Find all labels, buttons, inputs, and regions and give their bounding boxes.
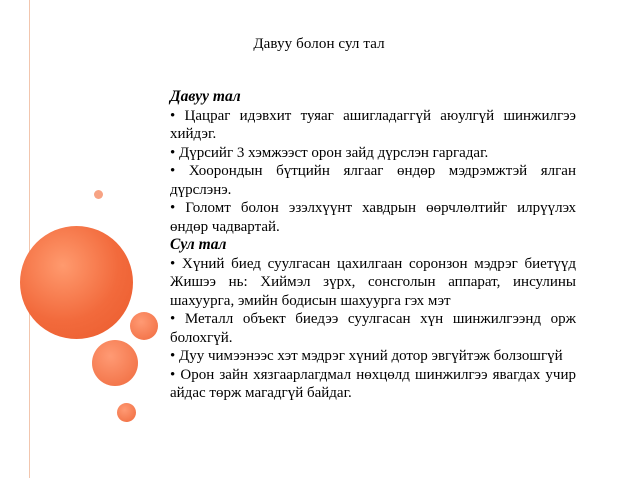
small-orange-circle-decoration <box>130 312 158 340</box>
disadvantage-item: • Хүний биед суулгасан цахилгаан соронзон мэдрэг биетүүд Жишээ нь: Хиймэл зүрх, сонсголын аппарат, инсулины шахуурга, эмийн бодисын шахуурга гэх мэт <box>170 255 576 309</box>
medium-orange-circle-decoration <box>92 340 138 386</box>
slide-title: Давуу болон сул тал <box>253 36 385 52</box>
slide-body <box>170 88 576 403</box>
dot-decoration <box>94 190 103 199</box>
disadvantages-heading: Сул тал <box>170 236 227 253</box>
disadvantage-item: • Металл объект биедээ суулгасан хүн шинжилгээнд орж болохгүй. <box>170 311 576 346</box>
disadvantage-item: • Дуу чимээнээс хэт мэдрэг хүний дотор эвгүйтэж болзошгүй <box>170 348 563 364</box>
advantage-item: • Цацраг идэвхит туяаг ашигладаггүй аюулгүй шинжилгээ хийдэг. <box>170 107 576 142</box>
large-orange-circle-decoration <box>20 226 133 339</box>
disadvantage-item: • Орон зайн хязгаарлагдмал нөхцөлд шинжилгээ явагдах учир айдас төрж магадгүй байдаг. <box>170 366 576 401</box>
left-decorative-rule <box>29 0 30 478</box>
advantage-item: • Хоорондын бүтцийн ялгааг өндөр мэдрэмжтэй ялган дүрслэнэ. <box>170 163 576 198</box>
advantage-item: • Голомт болон эзэлхүүнт хавдрын өөрчлөлтийг илрүүлэх өндөр чадвартай. <box>170 200 576 235</box>
advantage-item: • Дүрсийг 3 хэмжээст орон зайд дүрслэн гаргадаг. <box>170 144 489 161</box>
tiny-orange-circle-decoration <box>117 403 136 422</box>
advantages-heading: Давуу тал <box>170 88 241 105</box>
